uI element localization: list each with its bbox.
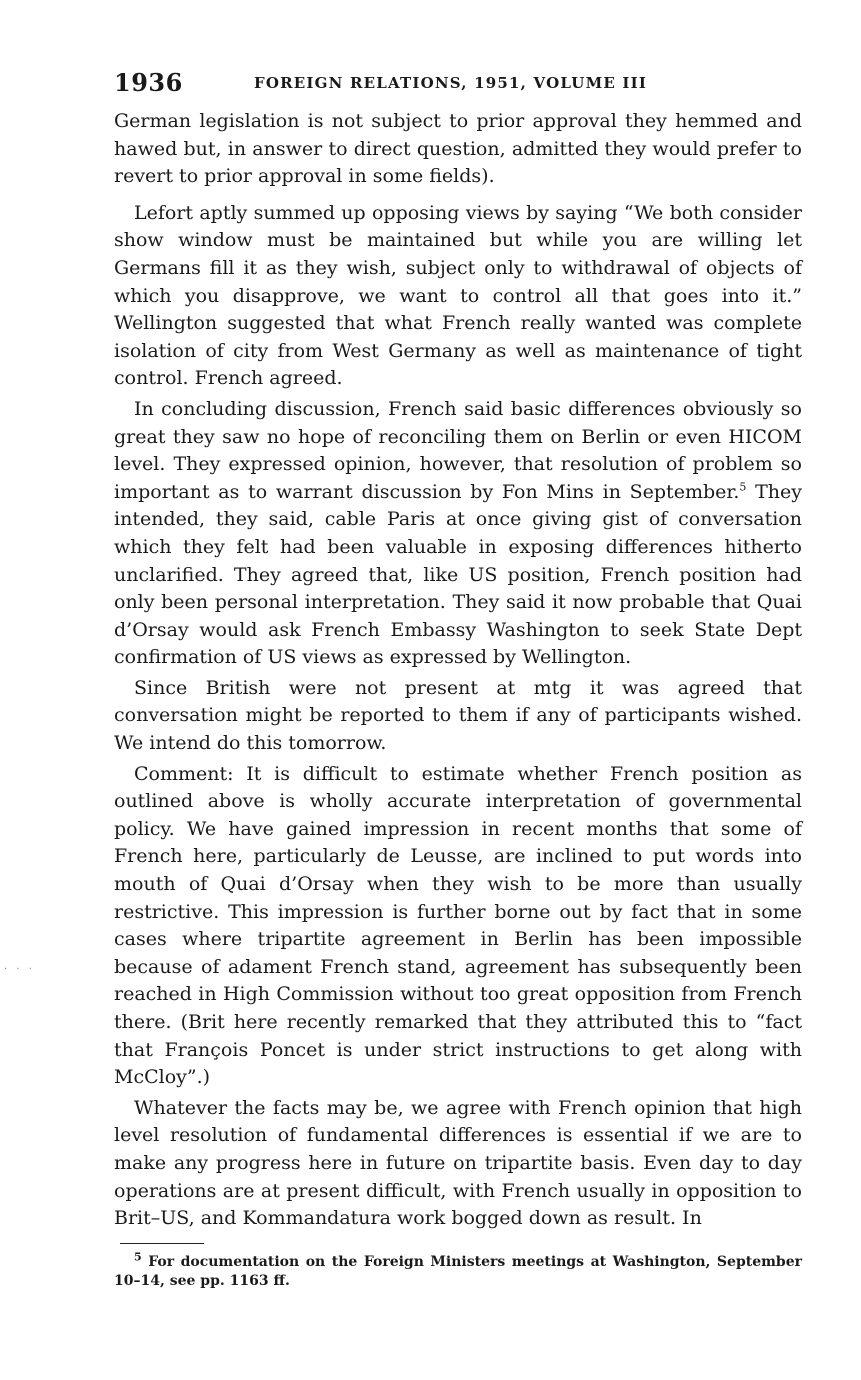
footnote-divider — [120, 1243, 204, 1244]
paragraph-whatever: Whatever the facts may be, we agree with French opinion that high level resolution of fundamental differences is essential if we are to make any progress here in future on tripartite basis. Even day to day operations are at present difficult, with French usually in opposition to Brit–US, and Kommandatura work bogged down as result. In — [114, 1096, 802, 1230]
paragraph-concluding-text: In concluding discussion, French said basic differences obviously so great they saw no hope of reconciling them on Berlin or even HICOM level. They expressed opinion, however, that resolution of problem so important as to warrant discussion by Fon Mins in September. — [114, 397, 802, 503]
footnote — [114, 1250, 802, 1291]
paragraph-concluding-discussion — [114, 396, 802, 672]
paragraph-comment: Comment: It is difficult to estimate whether French position as outlined above is wholly accurate interpretation of governmental policy. We have gained impression in recent months that some of French here, particularly de Leusse, are inclined to put words into mouth of Quai d’Orsay when they wish to be more than usually restrictive. This impression is further borne out by fact that in some cases where tripartite agreement in Berlin has been impossible because of adament French stand, agreement has subsequently been reached in High Commission without too great opposition from French there. (Brit here recently remarked that they attributed this to “fact that François Poncet is under strict instructions to get along with McCloy”.) — [114, 762, 802, 1089]
footnote-text: For documentation on the Foreign Ministers meetings at Washington, September 10–14, see pp. 1163 ff. — [114, 1253, 802, 1289]
page-header — [114, 68, 802, 108]
paragraph-lefort: Lefort aptly summed up opposing views by saying “We both consider show window must be maintained but while you are willing let Germans fill it as they wish, subject only to withdrawal of objects of which you disapprove, we want to control all that goes into it.” Wellington suggested that what French really wanted was complete isolation of city from West Germany as well as maintenance of tight control. French agreed. — [114, 201, 802, 390]
document-page — [114, 68, 802, 1291]
running-head: FOREIGN RELATIONS, 1951, VOLUME III — [254, 74, 648, 92]
margin-mark: · · · — [4, 964, 35, 975]
paragraph-continued: German legislation is not subject to prior approval they hemmed and hawed but, in answer to direct question, admitted they would prefer to revert to prior approval in some fields). — [114, 110, 802, 188]
paragraph-british: Since British were not present at mtg it was agreed that conversation might be reported to them if any of participants wished. We intend do this tomorrow. — [114, 676, 802, 755]
paragraph-concluding-text-cont: They intended, they said, cable Paris at once giving gist of conversation which they felt had been valuable in exposing differences hitherto unclarified. They agreed that, like US position, French position had only been personal interpretation. They said it now probable that Quai d’Orsay would ask French Embassy Washington to seek State Dept confirmation of US views as expressed by Wellington. — [114, 480, 802, 669]
body-text — [114, 108, 802, 1233]
footnote-marker: 5 — [134, 1250, 142, 1264]
footnote-reference: 5 — [739, 480, 747, 494]
page-number: 1936 — [114, 68, 183, 97]
